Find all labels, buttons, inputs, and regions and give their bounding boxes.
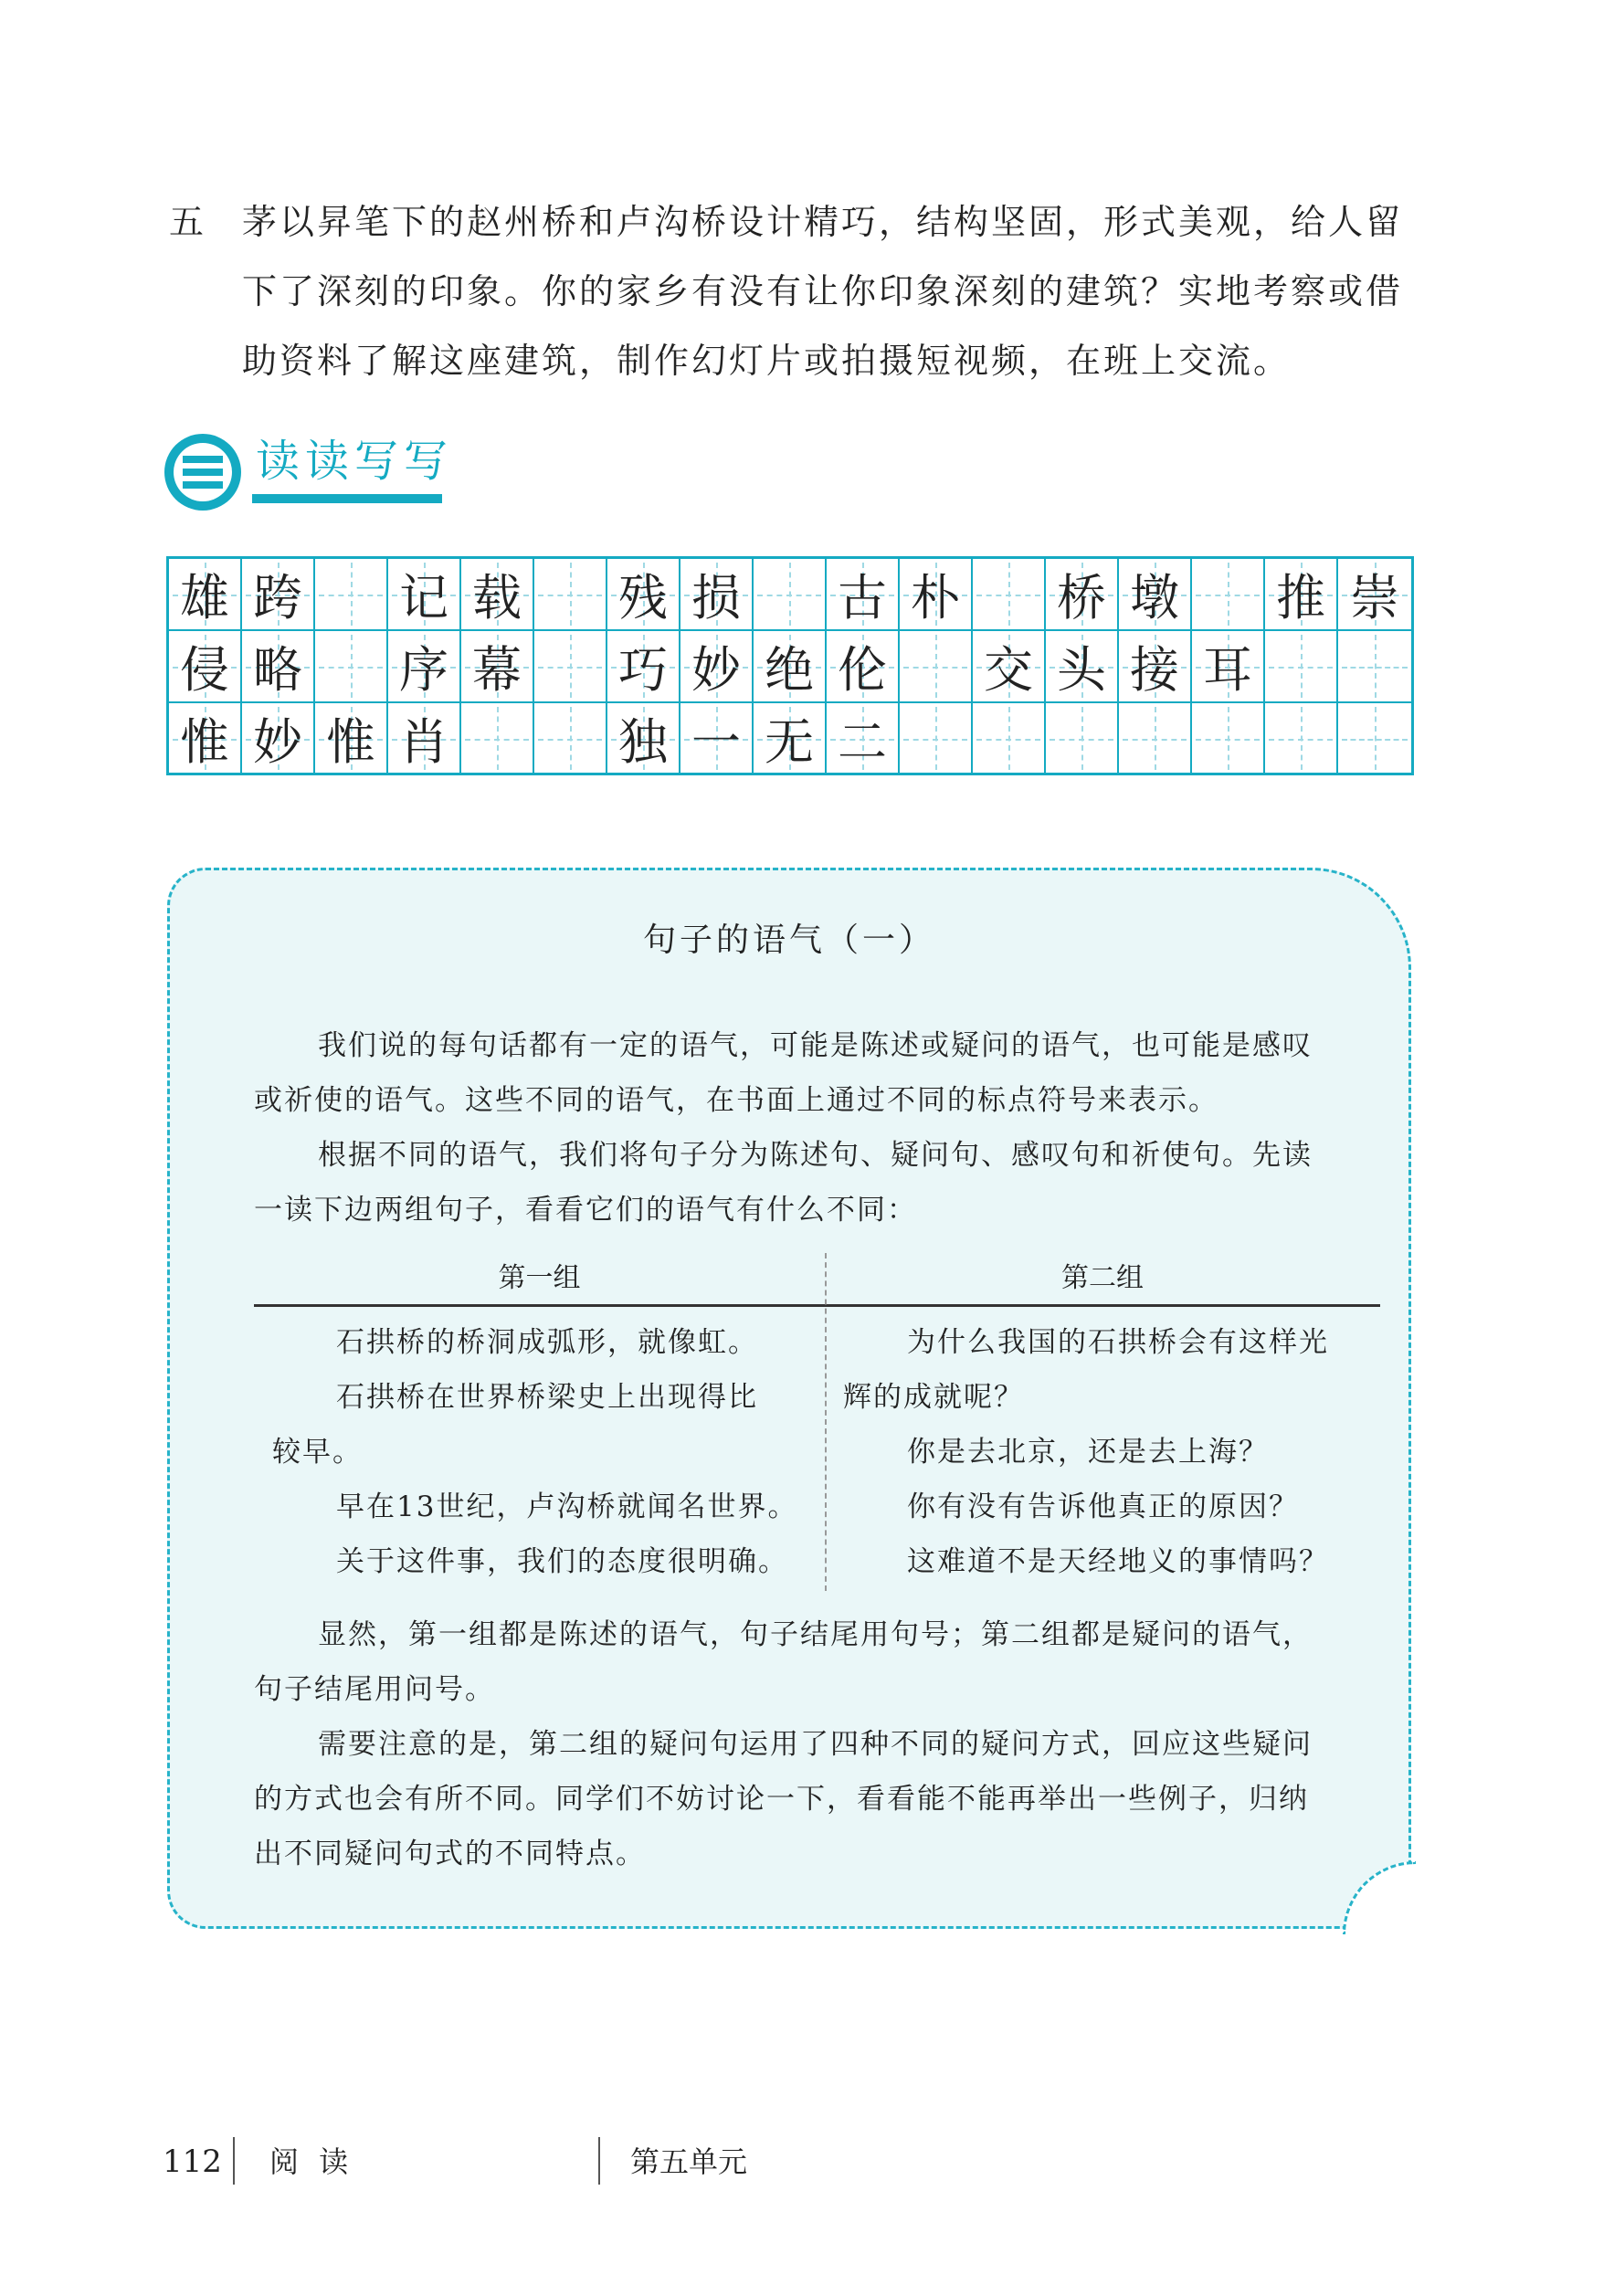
grid-character: 序: [399, 641, 448, 699]
grid-character: 肖: [399, 713, 448, 771]
grid-cell: [169, 559, 242, 631]
grid-cell: [1265, 559, 1338, 631]
grid-cell: [1338, 631, 1411, 703]
grid-character: 耳: [1203, 641, 1252, 699]
grid-character: 幕: [472, 641, 522, 699]
grid-cell: [315, 631, 388, 703]
grid-character: 无: [765, 713, 814, 771]
grid-cell: [534, 631, 607, 703]
grid-cell: [315, 703, 388, 774]
grid-cell: [900, 703, 973, 774]
grid-cell: [1119, 703, 1192, 774]
grid-character: 墩: [1130, 569, 1179, 627]
group1-line: 关于这件事，我们的态度很明确。: [336, 1545, 788, 1578]
grid-cell: [534, 703, 607, 774]
writing-grid: [166, 556, 1414, 775]
grid-character: 推: [1276, 569, 1325, 627]
box-paragraph: 需要注意的是，第二组的疑问句运用了四种不同的疑问方式，回应这些疑问: [318, 1728, 1313, 1761]
grid-character: 损: [691, 569, 741, 627]
exercise-line: 茅以昇笔下的赵州桥和卢沟桥设计精巧，结构坚固，形式美观，给人留: [242, 202, 1404, 242]
grid-cell: [680, 703, 754, 774]
grid-character: 巧: [618, 641, 668, 699]
exercise-line: 助资料了解这座建筑，制作幻灯片或拍摄短视频，在班上交流。: [242, 341, 1292, 381]
grid-character: 交: [984, 641, 1033, 699]
grid-cell: [1046, 703, 1119, 774]
box-title: 句子的语气（一）: [642, 922, 935, 959]
grid-character: 伦: [838, 641, 887, 699]
box-paragraph: 的方式也会有所不同。同学们不妨讨论一下，看看能不能再举出一些例子，归纳: [254, 1783, 1309, 1816]
grid-cell: [1119, 631, 1192, 703]
footer-unit-label: 第五单元: [630, 2144, 748, 2179]
grid-character: 侵: [180, 641, 229, 699]
grid-character: 头: [1057, 641, 1106, 699]
grid-cell: [607, 559, 680, 631]
grid-cell: [1192, 559, 1265, 631]
grid-character: 略: [253, 641, 302, 699]
grid-cell: [169, 703, 242, 774]
box-paragraph: 出不同疑问句式的不同特点。: [254, 1838, 646, 1870]
box-paragraph: 一读下边两组句子，看看它们的语气有什么不同：: [254, 1194, 917, 1227]
section-title-underline: [252, 494, 442, 503]
grid-cell: [754, 703, 827, 774]
grid-cell: [827, 703, 900, 774]
grid-cell: [1046, 631, 1119, 703]
grid-cell: [827, 631, 900, 703]
grid-character: 绝: [765, 641, 814, 699]
grid-cell: [1192, 631, 1265, 703]
footer-divider: [598, 2137, 600, 2185]
grid-cell: [388, 559, 461, 631]
grid-cell: [242, 703, 315, 774]
grid-cell: [973, 559, 1046, 631]
grid-character: 一: [691, 713, 741, 771]
grid-cell: [461, 631, 534, 703]
table-header-group1: 第一组: [498, 1262, 581, 1294]
exercise-number: 五: [169, 202, 205, 242]
grid-cell: [534, 559, 607, 631]
grid-cell: [1265, 703, 1338, 774]
grid-character: 妙: [253, 713, 302, 771]
grid-character: 妙: [691, 641, 741, 699]
grid-character: 跨: [253, 569, 302, 627]
group1-line: 较早。: [272, 1436, 363, 1469]
grid-cell: [1265, 631, 1338, 703]
box-paragraph: 句子结尾用问号。: [254, 1673, 495, 1706]
grid-cell: [754, 559, 827, 631]
grid-cell: [242, 631, 315, 703]
grid-cell: [827, 559, 900, 631]
grid-cell: [973, 703, 1046, 774]
grid-cell: [169, 631, 242, 703]
grid-cell: [388, 631, 461, 703]
grid-character: 惟: [326, 713, 375, 771]
list-lines-icon: [164, 434, 241, 511]
group1-line: 早在13世纪，卢沟桥就闻名世界。: [336, 1490, 798, 1523]
grid-character: 崇: [1350, 569, 1399, 627]
grid-character: 朴: [911, 569, 960, 627]
grid-character: 记: [399, 569, 448, 627]
group1-line: 石拱桥的桥洞成弧形，就像虹。: [336, 1326, 758, 1359]
group2-line: 为什么我国的石拱桥会有这样光: [907, 1326, 1329, 1359]
footer-divider: [233, 2137, 235, 2185]
exercise-line: 下了深刻的印象。你的家乡有没有让你印象深刻的建筑？实地考察或借: [242, 271, 1404, 311]
box-paragraph: 或祈使的语气。这些不同的语气，在书面上通过不同的标点符号来表示。: [254, 1084, 1218, 1117]
grid-cell: [754, 631, 827, 703]
group2-line: 辉的成就呢？: [843, 1381, 1024, 1414]
footer-section-label: 阅 读: [269, 2144, 354, 2179]
grid-character: 惟: [180, 713, 229, 771]
group2-line: 你是去北京，还是去上海？: [907, 1436, 1269, 1469]
grid-cell: [388, 703, 461, 774]
box-paragraph: 显然，第一组都是陈述的语气，句子结尾用句号；第二组都是疑问的语气，: [318, 1618, 1313, 1651]
grid-cell: [461, 703, 534, 774]
grid-cell: [680, 631, 754, 703]
grid-character: 载: [472, 569, 522, 627]
table-column-separator: [825, 1253, 827, 1591]
grid-character: 接: [1130, 641, 1179, 699]
grid-character: 古: [838, 569, 887, 627]
grid-cell: [680, 559, 754, 631]
grid-cell: [973, 631, 1046, 703]
grid-cell: [1192, 703, 1265, 774]
table-rule: [254, 1304, 1380, 1307]
grid-cell: [900, 631, 973, 703]
grid-cell: [1338, 703, 1411, 774]
grid-cell: [900, 559, 973, 631]
group1-line: 石拱桥在世界桥梁史上出现得比: [336, 1381, 758, 1414]
grid-cell: [315, 559, 388, 631]
grid-character: 残: [618, 569, 668, 627]
section-title: 读读写写: [256, 436, 454, 487]
grid-cell: [1338, 559, 1411, 631]
box-paragraph: 根据不同的语气，我们将句子分为陈述句、疑问句、感叹句和祈使句。先读: [318, 1139, 1313, 1172]
grid-cell: [461, 559, 534, 631]
table-header-group2: 第二组: [1061, 1262, 1144, 1294]
grid-cell: [607, 631, 680, 703]
page-number: 112: [163, 2143, 222, 2180]
group2-line: 你有没有告诉他真正的原因？: [907, 1490, 1299, 1523]
grid-cell: [242, 559, 315, 631]
grid-character: 桥: [1057, 569, 1106, 627]
box-paragraph: 我们说的每句话都有一定的语气，可能是陈述或疑问的语气，也可能是感叹: [318, 1029, 1313, 1062]
grid-cell: [1046, 559, 1119, 631]
group2-line: 这难道不是天经地义的事情吗？: [907, 1545, 1329, 1578]
grid-character: 雄: [180, 569, 229, 627]
grid-character: 独: [618, 713, 668, 771]
grid-character: 二: [838, 713, 887, 771]
grid-cell: [607, 703, 680, 774]
grid-cell: [1119, 559, 1192, 631]
